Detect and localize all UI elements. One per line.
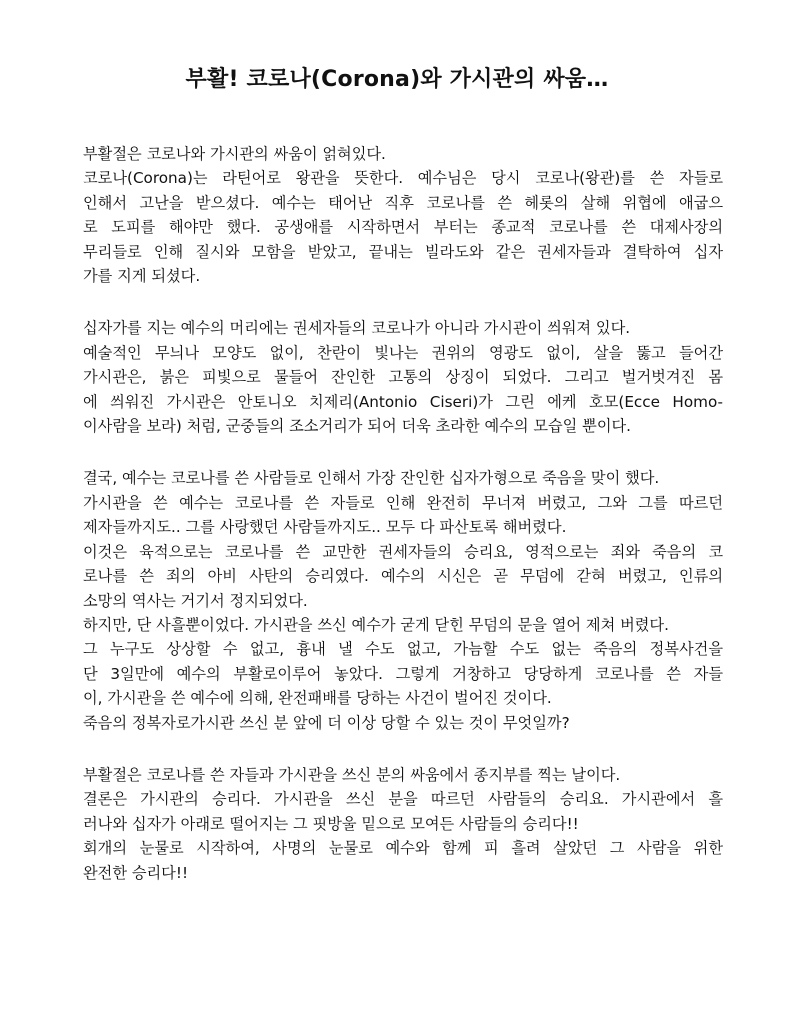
paragraph-4 [83,763,723,885]
paragraph-2 [83,316,723,438]
text-line: 부활절은 코로나와 가시관의 싸움이 얽혀있다. [83,145,386,163]
text-line: 코로나(Corona)는 라틴어로 왕관을 뜻한다. 예수님은 당시 코로나(왕관)를 쓴 자들로 [83,169,723,188]
document-body [83,142,723,913]
text-line: 죽음의 정복자로가시관 쓰신 분 앞에 더 이상 당할 수 있는 것이 무엇일까? [83,713,570,732]
text-line: 예술적인 무늬나 모양도 없이, 찬란이 빛나는 권위의 영광도 없이, 살을 뚫고 들어간 [83,343,723,362]
text-line: 로나를 쓴 죄의 아비 사탄의 승리였다. 예수의 시신은 곧 무덤에 갇혀 버렸고, 인류의 [83,567,723,586]
text-line: 소망의 역사는 거기서 정지되었다. [83,591,308,610]
text-line: 그 누구도 상상할 수 없고, 흉내 낼 수도 없고, 가늠할 수도 없는 죽음의 정복사건을 [83,640,723,659]
text-line: 이사람을 보라) 처럼, 군중들의 조소거리가 되어 더욱 초라한 예수의 모습일 뿐이다. [83,417,632,436]
text-line: 가시관을 쓴 예수는 코로나를 쓴 자들로 인해 완전히 무너져 버렸고, 그와 그를 따르던 [83,493,723,512]
text-line: 이것은 육적으로는 코로나를 쓴 교만한 권세자들의 승리요, 영적으로는 죄와 죽음의 코 [83,542,723,561]
text-line: 러나와 십자가 아래로 떨어지는 그 핏방울 밑으로 모여든 사람들의 승리다!! [83,814,579,833]
text-line: 결국, 예수는 코로나를 쓴 사람들로 인해서 가장 잔인한 십자가형으로 죽음을 맞이 했다. [83,469,660,488]
paragraph-1 [83,142,723,288]
text-line: 단 3일만에 예수의 부활로이루어 놓았다. 그렇게 거창하고 당당하게 코로나를 쓴 자들 [83,664,723,683]
text-line: 제자들까지도.. 그를 사랑했던 사람들까지도.. 모두 다 파산토록 해버렸다. [83,518,567,537]
text-line: 가시관은, 붉은 피빛으로 물들어 잔인한 고통의 상징이 되었다. 그리고 벌거벗겨진 몸 [83,368,723,387]
text-line: 부활절은 코로나를 쓴 자들과 가시관을 쓰신 분의 싸움에서 종지부를 찍는 날이다. [83,765,621,784]
text-line: 에 씌워진 가시관은 안토니오 치제리(Antonio Ciseri)가 그린 에케 호모(Ecce Homo- [83,392,723,411]
text-line: 결론은 가시관의 승리다. 가시관을 쓰신 분을 따르던 사람들의 승리요. 가시관에서 흘 [83,790,723,809]
text-line: 완전한 승리다!! [83,863,189,882]
text-line: 하지만, 단 사흘뿐이었다. 가시관을 쓰신 예수가 굳게 닫힌 무덤의 문을 열어 제쳐 버렸다. [83,615,669,634]
text-line: 이, 가시관을 쓴 예수에 의해, 완전패배를 당하는 사건이 벌어진 것이다. [83,689,552,708]
text-line: 로 도피를 해야만 했다. 공생애를 시작하면서 부터는 종교적 코로나를 쓴 대제사장의 [83,218,723,237]
document-title: 부활! 코로나(Corona)와 가시관의 싸움… [185,67,609,92]
text-line: 인해서 고난을 받으셨다. 예수는 태어난 직후 코로나를 쓴 헤롯의 살해 위협에 애굽으 [83,193,723,212]
text-line: 가를 지게 되셨다. [83,267,201,286]
text-line: 십자가를 지는 예수의 머리에는 권세자들의 코로나가 아니라 가시관이 씌워져 있다. [83,319,631,338]
paragraph-3 [83,466,723,734]
text-line: 무리들로 인해 질시와 모함을 받았고, 끝내는 빌라도와 같은 권세자들과 결탁하여 십자 [83,242,723,261]
text-line: 회개의 눈물로 시작하여, 사명의 눈물로 예수와 함께 피 흘려 살았던 그 사람을 위한 [83,839,723,858]
